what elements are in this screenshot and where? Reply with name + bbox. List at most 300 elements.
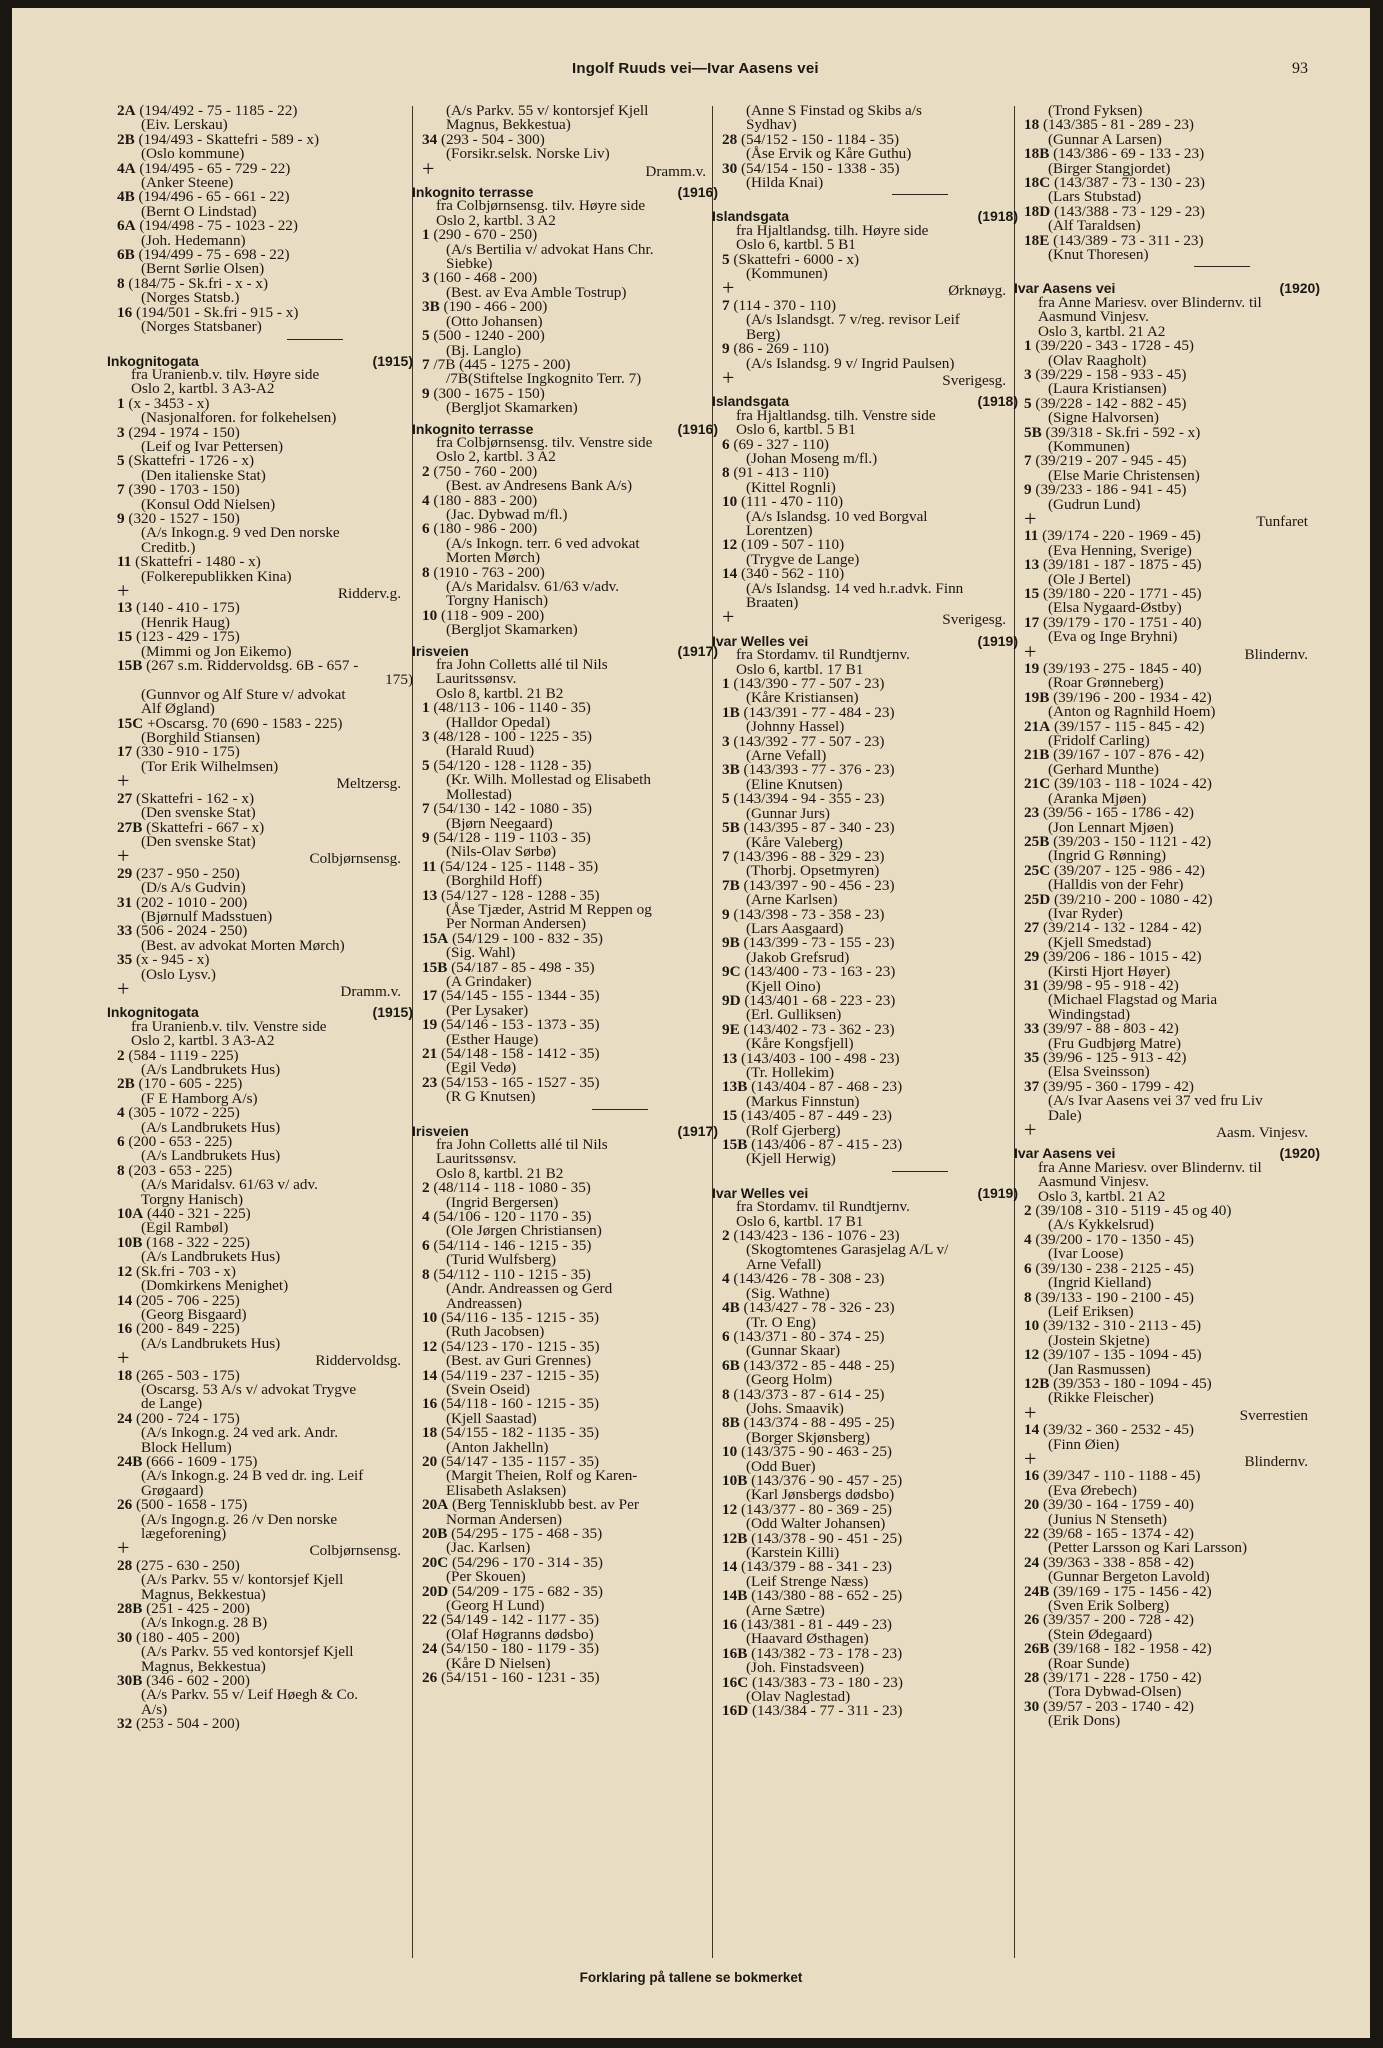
entry-text: (39/193 - 275 - 1845 - 40)	[1042, 660, 1202, 678]
house-number: 26	[422, 1669, 438, 1687]
street-name: Inkognitogata	[107, 352, 199, 369]
entry-text: (Konsul Odd Nielsen)	[141, 495, 276, 513]
house-number: 12	[1024, 1346, 1040, 1364]
entry-text: (39/180 - 220 - 1771 - 45)	[1042, 585, 1202, 602]
entry-text: (143/375 - 90 - 463 - 25)	[740, 1443, 892, 1461]
house-number: 24	[422, 1640, 438, 1658]
entry-text: (109 - 507 - 110)	[740, 536, 845, 554]
house-number: 10B	[722, 1471, 748, 1489]
entry-text: (114 - 370 - 110)	[733, 296, 837, 314]
entry-text: fra Colbjørnsensg. tilv. Venstre side	[436, 433, 653, 451]
entry-text: (Kjell Oino)	[746, 977, 821, 995]
house-number: 8	[117, 274, 125, 292]
crossing-icon: +	[117, 578, 130, 603]
house-number: 20A	[422, 1496, 449, 1514]
house-number: 13	[422, 886, 438, 904]
entry-text: (Rolf Gjerberg)	[746, 1121, 841, 1139]
section-divider	[117, 339, 413, 348]
house-number: 9	[1024, 481, 1032, 499]
cross-street-name: Tunfaret	[1256, 512, 1308, 530]
entry-text: (Kommunen)	[1048, 437, 1130, 455]
entry-text: (143/382 - 73 - 178 - 23)	[751, 1644, 903, 1662]
street-name: Ivar Aasens vei	[1014, 1145, 1116, 1162]
entry-text: (Bergljot Skamarken)	[446, 399, 578, 417]
entry-text: (Eva og Inge Bryhni)	[1048, 628, 1178, 646]
entry-text: (Anton og Ragnhild Hoem)	[1048, 703, 1216, 721]
entry-detail	[1024, 630, 1320, 644]
entry-text: (290 - 670 - 250)	[433, 226, 538, 244]
house-number: 14	[1024, 1421, 1040, 1439]
entry-detail	[422, 401, 718, 415]
entry-text: (39/32 - 360 - 2532 - 45)	[1042, 1421, 1194, 1439]
entry-text: (Trond Fyksen)	[1048, 102, 1143, 119]
entry-text: (Ingrid Kielland)	[1048, 1274, 1152, 1292]
column-2	[412, 102, 718, 1954]
house-number: 22	[422, 1611, 438, 1629]
cross-street-name: Ridderv.g.	[337, 585, 401, 602]
entry-text: (Bergljot Skamarken)	[446, 621, 578, 639]
entry-text: (Karl Jønsbergs dødsbo)	[746, 1486, 895, 1504]
entry-text: (170 - 605 - 225)	[138, 1075, 243, 1093]
entry-text: Dale)	[1048, 1106, 1082, 1124]
house-number: 4	[722, 1270, 730, 1288]
entry-text: fra Colbjørnsensg. tilv. Høyre side	[436, 197, 646, 215]
entry-text: (54/145 - 155 - 1344 - 35)	[440, 987, 600, 1005]
entry-text: (253 - 504 - 200)	[135, 1715, 240, 1733]
entry-text: (Arne Sætre)	[746, 1601, 825, 1619]
entry-text: Oslo 6, kartbl. 17 B1	[736, 1212, 864, 1230]
house-number: 4B	[722, 1299, 740, 1317]
house-number: 23	[422, 1073, 438, 1091]
house-number: 30	[117, 1628, 133, 1646]
house-number: 16	[117, 1320, 133, 1338]
house-number: 7	[722, 296, 730, 314]
entry-text: (Best. av Guri Grennes)	[446, 1352, 592, 1370]
entry-text: (143/386 - 69 - 133 - 23)	[1053, 145, 1205, 163]
entry-text: Per Norman Andersen)	[446, 915, 587, 933]
entry-text: (Bjørnulf Madsstuen)	[141, 907, 273, 925]
entry-text: (Leif og Ivar Pettersen)	[141, 437, 284, 455]
house-number: 7	[722, 847, 730, 865]
entry-text: (143/400 - 73 - 163 - 23)	[744, 963, 896, 981]
entry-text: (39/220 - 343 - 1728 - 45)	[1035, 337, 1194, 355]
entry-text: (Oslo Lysv.)	[141, 965, 216, 983]
entry-detail	[117, 1527, 413, 1541]
entry-text: Torgny Hanisch)	[141, 1190, 243, 1208]
house-number: 26	[1024, 1611, 1040, 1629]
entry-text: (Ivar Loose)	[1048, 1245, 1124, 1263]
entry-text: (Borger Skjønsberg)	[746, 1428, 870, 1446]
entry-text: Sydhav)	[746, 116, 797, 134]
entry-text: (194/496 - 65 - 661 - 22)	[138, 188, 290, 206]
house-number: 26	[117, 1496, 133, 1514]
street-code: (1916)	[677, 420, 718, 437]
entry-text: (A/s Inkogn.g. 28 B)	[141, 1614, 268, 1632]
entry-text: (Finn Øien)	[1048, 1435, 1120, 1453]
house-number: 9	[422, 384, 430, 402]
house-number: 31	[117, 893, 133, 911]
entry-text: fra John Colletts allé til Nils	[436, 656, 608, 674]
cross-street-name: Riddervoldsg.	[315, 1352, 401, 1370]
entry-text: (48/113 - 106 - 1140 - 35)	[433, 699, 591, 717]
house-number: 5	[422, 327, 430, 345]
entry-text: (Ingrid Bergersen)	[446, 1193, 559, 1211]
entry-text: (180 - 883 - 200)	[433, 491, 538, 509]
entry-text: (Georg Bisgaard)	[141, 1305, 247, 1323]
entry-text: (Halldor Opedal)	[446, 713, 551, 731]
house-number: 27	[1024, 919, 1040, 937]
entry-text: Magnus, Bekkestua)	[141, 1585, 266, 1603]
entry-text: (A/s Parkv. 55 v/ kontorsjef Kjell	[141, 1571, 344, 1589]
entry-text: (Norges Statsb.)	[141, 289, 240, 307]
crossing-icon: +	[1024, 1445, 1037, 1471]
section-divider	[722, 1171, 1018, 1180]
entry-text: (39/30 - 164 - 1759 - 40)	[1042, 1496, 1194, 1514]
house-number: 12B	[722, 1529, 748, 1547]
cross-street-name: Blindernv.	[1244, 1452, 1308, 1470]
house-number: 28B	[117, 1600, 143, 1618]
entry-text: (143/404 - 87 - 468 - 23)	[751, 1078, 903, 1096]
entry-text: (Gunnar A Larsen)	[1048, 130, 1162, 148]
entry-text: Siebke)	[446, 255, 493, 273]
house-number: 8	[722, 1385, 730, 1403]
entry-text: (Roar Grønneberg)	[1048, 674, 1164, 692]
entry-text: (54/150 - 180 - 1179 - 35)	[440, 1640, 600, 1658]
house-number: 10	[422, 1308, 438, 1326]
entry-text: (Aranka Mjøen)	[1048, 789, 1147, 807]
entry-text: (Best. av advokat Morten Mørch)	[141, 936, 345, 954]
entry-text: (Signe Halvorsen)	[1048, 409, 1159, 427]
entry-text: (Turid Wulfsberg)	[446, 1251, 557, 1269]
house-number: 3	[422, 728, 430, 746]
house-number: 15	[1024, 585, 1040, 602]
entry-text: (Forsikr.selsk. Norske Liv)	[446, 145, 610, 163]
crossing-icon: +	[117, 768, 130, 794]
entry-text: (39/353 - 180 - 1094 - 45)	[1053, 1374, 1212, 1392]
house-number: 3B	[422, 298, 440, 316]
entry-detail	[722, 176, 1018, 190]
entry-text: (143/374 - 88 - 495 - 25)	[743, 1414, 895, 1432]
house-number: 13	[1024, 556, 1040, 574]
entry-text: (A/s Maridalsv. 61/63 v/adv.	[446, 578, 620, 595]
entry-text: (Sig. Wathne)	[746, 1284, 830, 1302]
entry-text: (Svein Oseid)	[446, 1380, 530, 1398]
entry-detail	[1024, 1106, 1320, 1124]
entry-text: Lorentzen)	[746, 521, 813, 539]
column-3	[712, 102, 1018, 1954]
house-number: 1	[1024, 337, 1032, 355]
entry-text: (184/75 - Sk.fri - x - x)	[128, 274, 269, 292]
entry-detail	[422, 1090, 718, 1104]
house-number: 37	[1024, 1077, 1040, 1095]
entry-text: (143/399 - 73 - 155 - 23)	[743, 934, 895, 952]
entry-text: (39/233 - 186 - 941 - 45)	[1035, 481, 1187, 499]
crossing-icon: +	[1024, 1399, 1037, 1425]
entry-text: (143/395 - 87 - 340 - 23)	[743, 819, 895, 837]
property-entry	[722, 1704, 1018, 1718]
entry-text: (Domkirkens Menighet)	[141, 1277, 289, 1295]
entry-text: fra Hjaltlandsg. tilh. Venstre side	[736, 406, 936, 424]
entry-text: (A/s Inkogn. terr. 6 ved advokat	[446, 534, 640, 552]
house-number: 17	[117, 743, 133, 761]
entry-text: (168 - 322 - 225)	[146, 1233, 250, 1251]
entry-text: (39/56 - 165 - 1786 - 42)	[1042, 804, 1194, 822]
entry-text: (300 - 1675 - 150)	[433, 384, 545, 402]
cross-street-name: Sverrestien	[1239, 1406, 1308, 1424]
house-number: 1B	[722, 703, 740, 721]
house-number: 4A	[117, 159, 136, 177]
entry-text: (39/57 - 203 - 1740 - 42)	[1042, 1697, 1194, 1715]
entry-text: Morten Mørch)	[446, 549, 541, 567]
entry-text: (Georg H Lund)	[446, 1597, 545, 1615]
entry-text: (39/228 - 142 - 882 - 45)	[1035, 394, 1187, 412]
house-number: 15B	[722, 1136, 748, 1154]
crossing-icon: +	[1024, 1117, 1037, 1143]
house-number: 10	[722, 493, 738, 511]
house-number: 28	[1024, 1669, 1040, 1687]
house-number: 14	[117, 1291, 133, 1309]
section-divider	[422, 1109, 718, 1118]
street-name: Ivar Welles vei	[712, 1184, 809, 1201]
house-number: 30B	[117, 1672, 143, 1690]
section-divider	[722, 194, 1018, 203]
entry-text: (Fru Gudbjørg Matre)	[1048, 1034, 1182, 1052]
entry-text: (Johnny Hassel)	[746, 718, 845, 736]
entry-text: (Markus Finnstun)	[746, 1092, 860, 1110]
entry-text: (Skattefri - 1480 - x)	[135, 553, 261, 571]
house-number: 2	[1024, 1202, 1032, 1220]
house-number: 12B	[1024, 1374, 1050, 1392]
entry-text: (Skattefri - 162 - x)	[135, 789, 255, 807]
entry-text: (Arne Karlsen)	[746, 891, 838, 909]
entry-text: (118 - 909 - 200)	[440, 606, 545, 624]
entry-text: (666 - 1609 - 175)	[146, 1452, 258, 1470]
entry-text: (143/378 - 90 - 451 - 25)	[751, 1529, 903, 1547]
entry-text: (39/357 - 200 - 728 - 42)	[1042, 1611, 1194, 1629]
entry-text: Andreassen)	[446, 1294, 522, 1312]
entry-text: (Jakob Grefsrud)	[746, 948, 850, 966]
entry-text: (143/403 - 100 - 498 - 23)	[740, 1049, 900, 1067]
entry-text: (143/385 - 81 - 289 - 23)	[1042, 116, 1194, 134]
entry-text: (750 - 760 - 200)	[433, 462, 538, 480]
entry-text: (1910 - 763 - 200)	[433, 563, 545, 581]
street-code: (1917)	[677, 642, 718, 659]
house-number: 1	[722, 675, 730, 693]
entry-text: (123 - 429 - 175)	[135, 628, 240, 646]
property-entry	[117, 659, 413, 673]
entry-text: (Gunnar Bergeton Lavold)	[1048, 1568, 1210, 1586]
entry-text: (200 - 724 - 175)	[135, 1409, 240, 1427]
entry-text: fra Hjaltlandsg. tilh. Høyre side	[736, 221, 929, 239]
entry-text: fra Anne Mariesv. over Blindernv. til	[1038, 1158, 1262, 1176]
property-entry	[422, 1671, 718, 1685]
entry-text: Oslo 8, kartbl. 21 B2	[436, 684, 564, 702]
entry-text: (39/130 - 238 - 2125 - 45)	[1035, 1259, 1194, 1277]
house-number: 11	[422, 857, 437, 875]
crossing-icon: +	[722, 604, 735, 630]
entry-text: (54/146 - 153 - 1373 - 35)	[440, 1016, 600, 1034]
house-number: 10	[422, 606, 438, 624]
house-number: 13B	[722, 1078, 748, 1096]
entry-text: (160 - 468 - 200)	[433, 269, 538, 287]
entry-text: (Olav Naglestad)	[746, 1688, 851, 1706]
house-number: 21B	[1024, 746, 1050, 764]
entry-text: (190 - 466 - 200)	[443, 298, 548, 316]
street-code: (1919)	[977, 632, 1018, 649]
house-number: 18E	[1024, 231, 1050, 249]
entry-text: (143/377 - 80 - 369 - 25)	[740, 1500, 892, 1518]
cross-street-name: Colbjørnsensg.	[309, 850, 401, 868]
entry-text: (A/s Kykkelsrud)	[1048, 1216, 1154, 1234]
cross-street	[422, 155, 718, 181]
house-number: 6	[117, 1133, 125, 1151]
house-number: 29	[1024, 948, 1040, 966]
entry-text: /7B(Stiftelse Ingkognito Terr. 7)	[446, 370, 642, 388]
entry-text: (R G Knutsen)	[446, 1088, 536, 1106]
house-number: 5	[1024, 394, 1032, 412]
house-number: 18	[422, 1424, 438, 1442]
house-number: 28	[722, 130, 738, 148]
house-number: 2	[117, 1046, 125, 1064]
entry-text: (Jon Lennart Mjøen)	[1048, 818, 1174, 836]
entry-text: (A/s Landbrukets Hus)	[141, 1061, 281, 1078]
entry-text: (Eva Henning, Sverige)	[1048, 541, 1192, 559]
entry-text: (Olav Raagholt)	[1048, 351, 1147, 369]
house-number: 17	[422, 987, 438, 1005]
entry-text: (39/96 - 125 - 913 - 42)	[1042, 1049, 1187, 1066]
house-number: 14	[722, 565, 738, 583]
crossing-icon: +	[722, 275, 735, 301]
entry-text: (Esther Hauge)	[446, 1030, 539, 1048]
entry-text: Aasmund Vinjesv.	[1038, 308, 1149, 326]
house-number: 17	[1024, 613, 1040, 631]
entry-text: (320 - 1527 - 150)	[128, 509, 240, 527]
house-number: 35	[1024, 1049, 1040, 1066]
crossing-icon: +	[1024, 638, 1037, 664]
running-title: Ingolf Ruuds vei—Ivar Aasens vei	[572, 60, 819, 77]
entry-text: (Oslo kommune)	[141, 145, 245, 163]
entry-text: (202 - 1010 - 200)	[135, 893, 248, 911]
house-number: 12	[722, 1500, 738, 1518]
entry-text: (Joh. Hedemann)	[141, 231, 246, 249]
entry-text: (143/401 - 68 - 223 - 23)	[744, 991, 896, 1009]
cross-street-name: Ørknøyg.	[948, 282, 1006, 300]
entry-text: (200 - 849 - 225)	[135, 1320, 240, 1338]
entry-text: (Gerhard Munthe)	[1048, 760, 1159, 778]
entry-text: (Egil Rambøl)	[141, 1219, 229, 1237]
entry-text: Magnus, Bekkestua)	[141, 1657, 266, 1675]
entry-text: Lauritssønsv.	[436, 1150, 517, 1168]
entry-text: Oslo 3, kartbl. 21 A2	[1038, 1187, 1166, 1205]
entry-text: (39/196 - 200 - 1934 - 42)	[1053, 688, 1212, 706]
house-number: 22	[1024, 1525, 1040, 1542]
entry-text: (Kirsti Hjort Høyer)	[1048, 962, 1171, 980]
street-code: (1917)	[677, 1122, 718, 1139]
house-number: 15A	[422, 929, 449, 947]
house-number: 2	[422, 462, 430, 480]
house-number: 6B	[722, 1356, 740, 1374]
house-number: 27B	[117, 818, 143, 836]
entry-text: 175)	[385, 671, 413, 689]
entry-text: (Lars Stubstad)	[1048, 188, 1142, 206]
entry-text: (69 - 327 - 110)	[733, 435, 829, 453]
entry-text: (143/391 - 77 - 484 - 23)	[743, 703, 895, 721]
entry-text: (Ingrid G Rønning)	[1048, 847, 1167, 865]
house-number: 3	[422, 269, 430, 287]
entry-text: Oslo 6, kartbl. 17 B1	[736, 660, 864, 678]
entry-text: (39/171 - 228 - 1750 - 42)	[1042, 1669, 1202, 1687]
entry-text: (39/133 - 190 - 2100 - 45)	[1035, 1288, 1194, 1306]
entry-text: (39/95 - 360 - 1799 - 42)	[1042, 1077, 1194, 1095]
entry-text: (Jostein Skjetne)	[1048, 1331, 1150, 1349]
entry-detail	[722, 267, 1018, 281]
house-number: 6	[422, 1236, 430, 1254]
house-number: 8	[117, 1161, 125, 1179]
entry-text: (143/384 - 77 - 311 - 23)	[751, 1702, 903, 1720]
entry-detail	[722, 1152, 1018, 1166]
entry-text: (Kåre Valeberg)	[746, 833, 843, 851]
house-number: 4	[422, 491, 430, 509]
entry-text: (Per Skouen)	[446, 1568, 526, 1586]
entry-text: (A/s Parkv. 55 v/ kontorsjef Kjell	[446, 102, 649, 119]
house-number: 16	[117, 303, 133, 321]
column-1	[107, 102, 413, 1954]
entry-text: (340 - 562 - 110)	[740, 565, 845, 583]
house-number: 14B	[722, 1587, 748, 1605]
entry-text: (Borghild Hoff)	[446, 872, 543, 890]
entry-text: (Sven Erik Solberg)	[1048, 1597, 1170, 1615]
entry-text: (Skattefri - 1726 - x)	[128, 452, 255, 470]
entry-detail	[117, 832, 413, 850]
entry-text: (Ole J Bertel)	[1048, 570, 1131, 588]
entry-text: (A/s Inkogn.g. 24 B ved dr. ing. Leif	[141, 1467, 364, 1485]
house-number: 15C	[117, 714, 144, 732]
entry-text: (140 - 410 - 175)	[135, 599, 240, 617]
house-number: 18	[1024, 116, 1040, 134]
entry-text: (54/151 - 160 - 1231 - 35)	[440, 1669, 600, 1687]
entry-text: (39/107 - 135 - 1094 - 45)	[1042, 1346, 1202, 1364]
entry-text: (Tr. O Eng)	[746, 1313, 816, 1331]
entry-text: Oslo 6, kartbl. 5 B1	[736, 421, 856, 439]
entry-text: (Den svenske Stat)	[141, 832, 256, 850]
entry-text: Oslo 8, kartbl. 21 B2	[436, 1164, 564, 1182]
entry-text: (39/108 - 310 - 5119 - 45 og 40)	[1035, 1202, 1232, 1220]
house-number: 18B	[1024, 145, 1050, 163]
house-number: 6	[722, 1327, 730, 1345]
house-number: 6A	[117, 217, 136, 235]
house-number: 8	[422, 563, 430, 581]
entry-text: (A Grindaker)	[446, 972, 532, 990]
entry-text: (Best. av Andresens Bank A/s)	[446, 477, 633, 495]
entry-text: (330 - 910 - 175)	[135, 743, 240, 761]
crossing-icon: +	[722, 364, 735, 390]
entry-text: (Anne S Finstad og Skibs a/s	[746, 102, 922, 119]
house-number: 20D	[422, 1582, 449, 1600]
house-number: 4	[1024, 1230, 1032, 1248]
house-number: 8	[1024, 1288, 1032, 1306]
entry-text: (500 - 1240 - 200)	[433, 327, 545, 345]
entry-text: (39/169 - 175 - 1456 - 42)	[1053, 1582, 1212, 1600]
entry-text: (143/371 - 80 - 374 - 25)	[733, 1327, 885, 1345]
entry-text: (Berg Tennisklubb best. av Per	[451, 1496, 639, 1514]
entry-detail	[1024, 1714, 1320, 1728]
entry-text: (86 - 269 - 110)	[733, 340, 829, 358]
house-number: 26B	[1024, 1640, 1050, 1658]
entry-text: (A/s Landbrukets Hus)	[141, 1118, 281, 1136]
entry-text: (Stein Ødegaard)	[1048, 1625, 1153, 1643]
house-number: 24B	[117, 1452, 143, 1470]
house-number: 25B	[1024, 832, 1050, 850]
